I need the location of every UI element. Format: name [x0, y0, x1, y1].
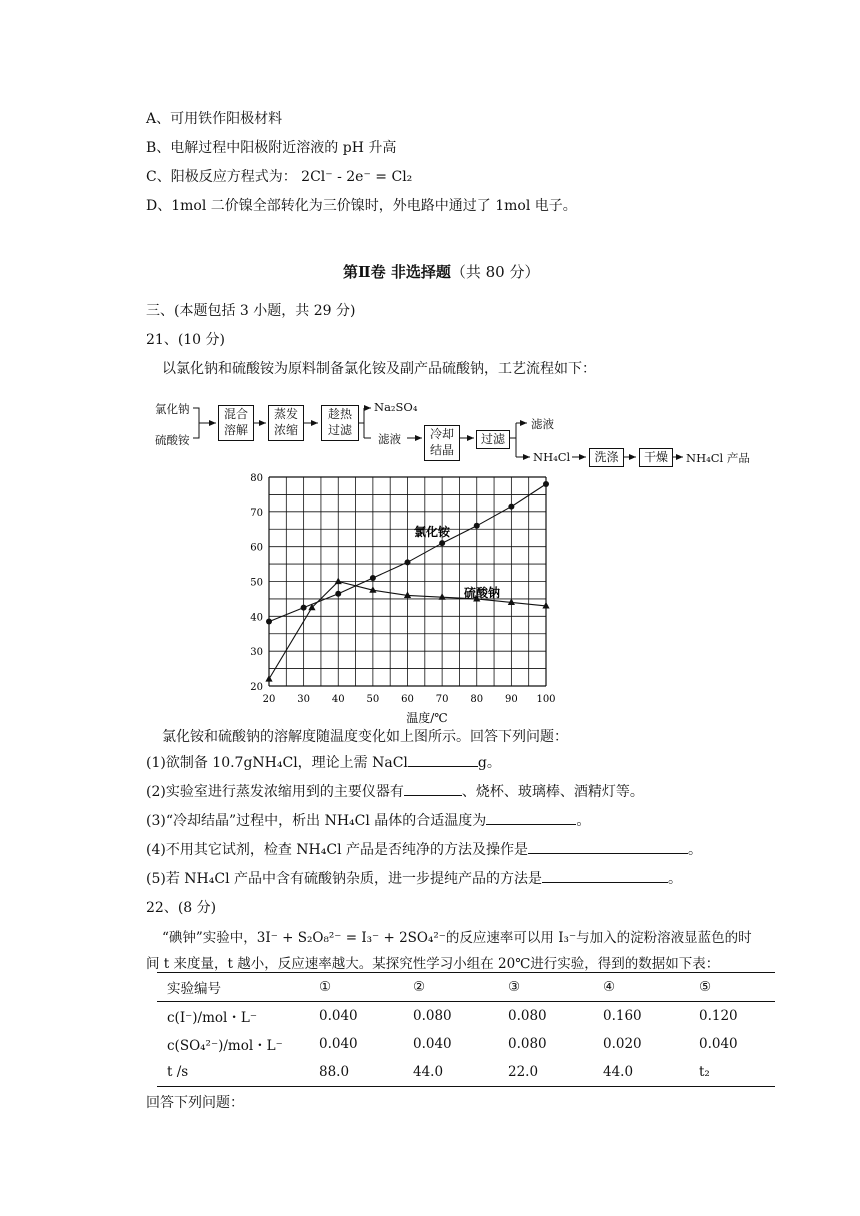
table-cell: c(I⁻)/mol・L⁻	[167, 1010, 257, 1026]
answer-blank[interactable]	[542, 868, 668, 883]
section-title-main: 第Ⅱ卷 非选择题	[343, 263, 451, 281]
chart-xlabel: 温度/℃	[406, 711, 448, 725]
q21-sub4-text: (4)不用其它试剂，检查 NH₄Cl 产品是否纯净的方法及操作是	[146, 842, 528, 858]
q21-sub3-end: 。	[576, 813, 591, 829]
flow-input-nacl: 氯化钠	[155, 402, 190, 416]
q22-text-1: “碘钟”实验中，3I⁻ + S₂O₈²⁻ = I₃⁻ + 2SO₄²⁻的反应速率可以用 I₃⁻与加入的淀粉溶液显蓝色的时	[162, 930, 752, 946]
x-tick-label: 80	[470, 694, 484, 705]
q21-sub5	[146, 868, 682, 888]
q21-sub4	[146, 839, 702, 859]
data-point	[439, 540, 445, 546]
q21-sub2	[146, 781, 644, 801]
data-point	[439, 593, 446, 600]
flow-box-filter: 过滤	[476, 430, 510, 449]
data-point	[370, 575, 376, 581]
q21-number: 21、(10 分)	[146, 332, 226, 348]
flow-box-label: 结晶	[429, 443, 454, 457]
data-point	[474, 523, 480, 529]
legend-label-nh4cl: 氯化铵	[414, 525, 451, 539]
data-point	[508, 504, 514, 510]
y-tick-label: 40	[250, 612, 263, 624]
answer-blank[interactable]	[528, 839, 688, 854]
q21-intro: 以氯化钠和硫酸铵为原料制备氯化铵及副产品硫酸钠，工艺流程如下：	[162, 361, 596, 377]
table-cell: 0.040	[413, 1036, 452, 1052]
table-cell: 0.040	[699, 1036, 738, 1052]
option-b: B、电解过程中阳极附近溶液的 pH 升高	[146, 140, 397, 156]
q21-sub3	[146, 810, 590, 830]
q21-sub3-text: (3)“冷却结晶”过程中，析出 NH₄Cl 晶体的合适温度为	[146, 813, 487, 829]
y-tick-label: 60	[250, 542, 263, 554]
q21-sub2-end: 、烧杯、玻璃棒、酒精灯等。	[461, 784, 644, 800]
table-header-cell: 实验编号	[157, 973, 309, 1002]
q21-sub5-text: (5)若 NH₄Cl 产品中含有硫酸钠杂质，进一步提纯产品的方法是	[146, 871, 542, 887]
table-row	[157, 1030, 775, 1058]
table-cell: 0.160	[603, 1008, 642, 1024]
table-header-cell: ⑤	[689, 973, 775, 1002]
flow-box-mix-dissolve	[218, 405, 254, 441]
answer-blank[interactable]	[486, 810, 576, 825]
table-cell: 0.040	[319, 1036, 358, 1052]
table-cell: 0.020	[603, 1036, 642, 1052]
table-cell: 0.080	[508, 1008, 547, 1024]
x-tick-label: 20	[262, 694, 276, 705]
option-c: C、阳极反应方程式为： 2Cl⁻ - 2e⁻ = Cl₂	[146, 169, 413, 185]
x-tick-label: 90	[505, 694, 518, 705]
flow-input-ammonium-sulfate: 硫酸铵	[155, 433, 190, 447]
q21-sub1	[146, 752, 501, 772]
data-point	[405, 559, 411, 565]
table-cell: t₂	[689, 1058, 775, 1087]
flow-box-label: 混合	[223, 407, 248, 421]
q22-after: 回答下列问题：	[146, 1095, 244, 1111]
flow-box-label: 溶解	[223, 423, 248, 437]
y-tick-label: 80	[250, 473, 263, 484]
data-point	[301, 605, 307, 611]
table-header-cell: ①	[309, 973, 403, 1002]
table-cell: t /s	[157, 1058, 309, 1087]
x-tick-label: 100	[536, 694, 556, 705]
q21-after-chart: 氯化铵和硫酸钠的溶解度随温度变化如上图所示。回答下列问题：	[162, 729, 568, 745]
data-point	[335, 591, 341, 597]
table-row	[157, 1058, 775, 1087]
data-point	[543, 481, 549, 487]
flow-box-label: 蒸发	[273, 407, 298, 421]
x-tick-label: 50	[366, 694, 380, 705]
chart-grid	[269, 477, 546, 686]
table-cell: 0.080	[413, 1008, 452, 1024]
section-title-note: （共 80 分）	[450, 263, 540, 281]
flow-box-label: 趁热	[327, 407, 352, 421]
table-cell: 0.040	[319, 1008, 358, 1024]
table-cell: 0.080	[508, 1036, 547, 1052]
flow-nh4cl: NH₄Cl	[533, 450, 571, 464]
option-d: D、1mol 二价镍全部转化为三价镍时，外电路中通过了 1mol 电子。	[146, 198, 577, 214]
table-cell: 44.0	[593, 1058, 689, 1087]
q21-sub4-end: 。	[688, 842, 702, 858]
flow-box-label: 过滤	[327, 423, 352, 437]
table-cell: 88.0	[309, 1058, 403, 1087]
q22-text-2: 间 t 来度量，t 越小，反应速率越大。某探究性学习小组在 20℃进行实验，得到的数据如下表：	[146, 956, 720, 972]
table-cell: c(SO₄²⁻)/mol・L⁻	[167, 1038, 283, 1054]
flow-diagram	[0, 0, 860, 480]
flow-box-label: 冷却	[429, 427, 454, 441]
data-point	[266, 619, 272, 625]
table-cell: 22.0	[498, 1058, 593, 1087]
q21-sub5-end: 。	[668, 871, 682, 887]
table-header-cell: ④	[593, 973, 689, 1002]
flow-filtrate-1: 滤液	[378, 432, 401, 446]
x-tick-label: 40	[331, 694, 345, 705]
answer-blank[interactable]	[404, 781, 462, 796]
q22-number: 22、(8 分)	[146, 900, 217, 916]
flow-product: NH₄Cl 产品	[686, 451, 750, 465]
y-tick-label: 30	[250, 647, 263, 659]
q21-sub2-text: (2)实验室进行蒸发浓缩用到的主要仪器有	[146, 784, 404, 800]
y-tick-label: 20	[250, 682, 263, 693]
table-header-cell: ②	[403, 973, 498, 1002]
data-point	[335, 578, 342, 585]
option-a: A、可用铁作阳极材料	[146, 111, 283, 127]
table-row	[157, 1002, 775, 1031]
table-header-row	[157, 973, 775, 1002]
y-tick-label: 70	[250, 507, 263, 519]
data-point	[265, 675, 272, 682]
experiment-table	[157, 972, 775, 1087]
q21-sub1-text: (1)欲制备 10.7gNH₄Cl，理论上需 NaCl	[146, 755, 408, 771]
flow-arrows	[0, 0, 860, 480]
flow-box-label: 浓缩	[273, 423, 298, 437]
legend-label-na2so4: 硫酸钠	[464, 586, 501, 600]
table-cell: 0.120	[699, 1008, 738, 1024]
flow-filtrate-2: 滤液	[531, 417, 554, 431]
flow-box-cool-crystallize	[424, 425, 460, 461]
flow-box-dry: 干燥	[639, 448, 673, 467]
flow-box-evaporate	[268, 405, 304, 441]
flow-output-na2so4: Na₂SO₄	[374, 400, 418, 414]
table-header-cell: ③	[498, 973, 593, 1002]
x-tick-label: 60	[401, 694, 414, 705]
q21-sub1-end: g。	[477, 755, 501, 771]
solubility-chart	[0, 466, 860, 726]
table-cell: 44.0	[403, 1058, 498, 1087]
answer-blank[interactable]	[408, 752, 478, 767]
flow-box-wash: 洗涤	[589, 448, 624, 467]
x-tick-label: 70	[435, 694, 449, 705]
part-three-heading: 三、(本题包括 3 小题，共 29 分)	[146, 303, 356, 319]
flow-box-hot-filter	[321, 405, 359, 441]
x-tick-label: 30	[297, 694, 310, 705]
y-tick-label: 50	[250, 577, 263, 589]
